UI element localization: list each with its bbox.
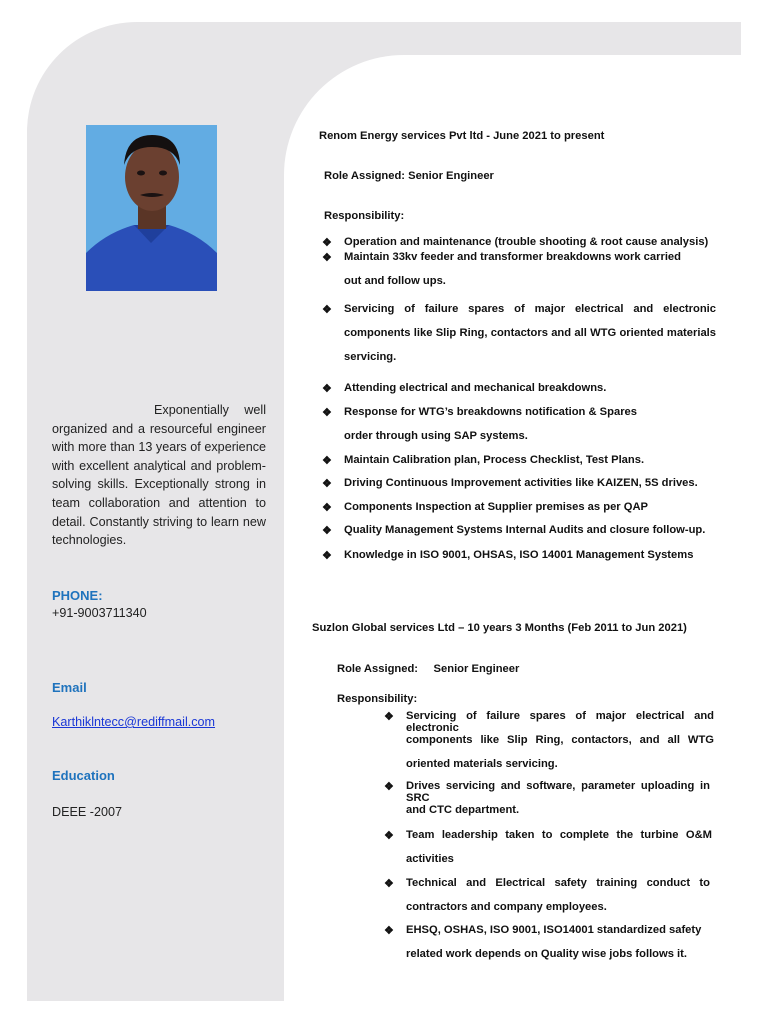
- email-link[interactable]: Karthiklntecc@rediffmail.com: [52, 715, 216, 729]
- job2-role: Role Assigned: Senior Engineer: [337, 663, 520, 675]
- job1-company: Renom Energy services Pvt ltd - June 2021 to present: [319, 130, 605, 142]
- bullet-icon: ❖: [322, 237, 332, 249]
- bullet-icon: ❖: [384, 781, 394, 793]
- job2-responsibility-label: Responsibility:: [337, 693, 418, 705]
- bullet-icon: ❖: [322, 502, 332, 514]
- bullet-icon: ❖: [384, 925, 394, 937]
- education-heading: Education: [52, 768, 115, 783]
- bullet-icon: ❖: [322, 304, 332, 316]
- bullet-icon: ❖: [322, 383, 332, 395]
- bullet-icon: ❖: [384, 830, 394, 842]
- bullet-icon: ❖: [322, 252, 332, 264]
- bullet-icon: ❖: [322, 455, 332, 467]
- summary-rest: organized and a resourceful engineer with more than 13 years of experience with excellent analytical and problem-solving skills. Exceptionally strong in team collaboration and attention to detail. Constantly striving to learn new technologies.: [52, 421, 266, 548]
- job1-responsibility-label: Responsibility:: [324, 210, 405, 222]
- summary-first-line: Exponentially well: [154, 403, 266, 417]
- bullet-icon: ❖: [322, 525, 332, 537]
- profile-summary: [52, 401, 266, 550]
- job1-role: Role Assigned: Senior Engineer: [324, 170, 494, 182]
- phone-value: +91-9003711340: [52, 606, 147, 620]
- bullet-icon: ❖: [322, 407, 332, 419]
- phone-heading: PHONE:: [52, 588, 103, 603]
- bullet-icon: ❖: [384, 711, 394, 723]
- bullet-icon: ❖: [322, 478, 332, 490]
- education-value: DEEE -2007: [52, 805, 123, 819]
- email-heading: Email: [52, 680, 87, 695]
- profile-photo: [86, 125, 217, 291]
- bullet-icon: ❖: [322, 550, 332, 562]
- bullet-icon: ❖: [384, 878, 394, 890]
- job2-company: Suzlon Global services Ltd – 10 years 3 Months (Feb 2011 to Jun 2021): [312, 622, 687, 634]
